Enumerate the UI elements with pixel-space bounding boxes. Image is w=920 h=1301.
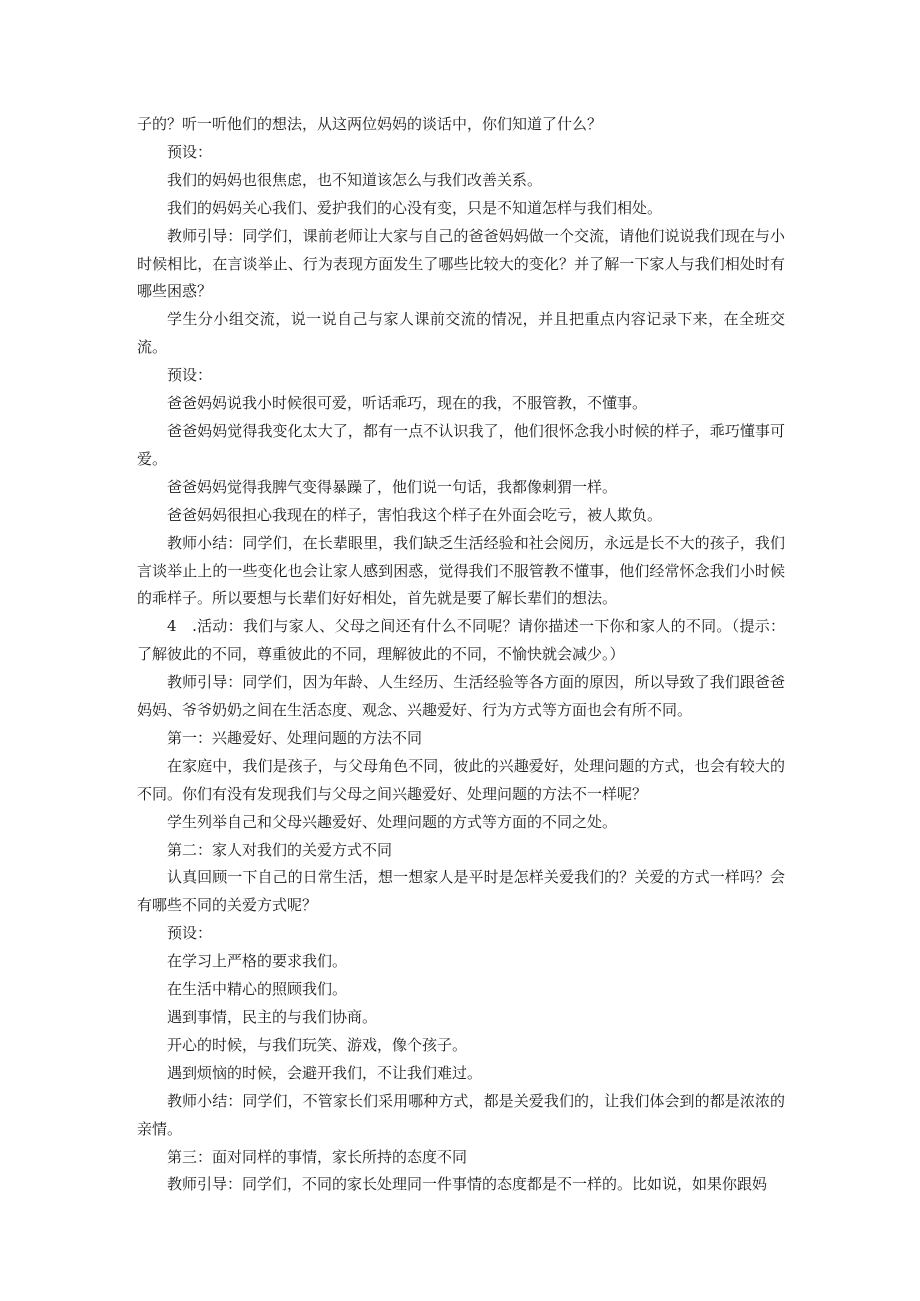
paragraph: 认真回顾一下自己的日常生活，想一想家人是平时是怎样关爱我们的？关爱的方式一样吗？会有哪些不同的关爱方式呢？ — [137, 868, 785, 915]
paragraph-teacher-guide: 教师引导：同学们，课前老师让大家与自己的爸爸妈妈做一个交流，请他们说说我们现在与小时候相比，在言谈举止、行为表现方面发生了哪些比较大的变化？并了解一下家人与我们相处时有哪些困惑？ — [137, 226, 785, 301]
paragraph-continuation: 子的？听一听他们的想法，从这两位妈妈的谈话中，你们知道了什么？ — [137, 115, 603, 133]
paragraph-teacher-summary: 教师小结：同学们，不管家长们采用哪种方式，都是关爱我们的，让我们体会到的都是浓浓的亲情。 — [137, 1091, 785, 1138]
paragraph-preset-label: 预设： — [167, 142, 213, 161]
paragraph: 爸爸妈妈觉得我脾气变得暴躁了，他们说一句话，我都像刺猬一样。 — [167, 477, 618, 496]
paragraph: 我们的妈妈关心我们、爱护我们的心没有变，只是不知道怎样与我们相处。 — [167, 198, 663, 217]
paragraph: 遇到烦恼的时候，会避开我们，不让我们难过。 — [167, 1063, 483, 1082]
paragraph: 学生分小组交流，说一说自己与家人课前交流的情况，并且把重点内容记录下来，在全班交流。 — [137, 310, 785, 357]
paragraph-teacher-guide: 教师引导：同学们，不同的家长处理同一件事情的态度都是不一样的。比如说，如果你跟妈 — [167, 1175, 768, 1194]
paragraph: 在家庭中，我们是孩子，与父母角色不同，彼此的兴趣爱好，处理问题的方式，也会有较大的不同。你们有没有发现我们与父母之间兴趣爱好、处理问题的方法不一样呢？ — [137, 756, 785, 803]
paragraph: 爸爸妈妈说我小时候很可爱，听话乖巧，现在的我，不服管教，不懂事。 — [167, 394, 648, 413]
paragraph-activity: 4 .活动：我们与家人、父母之间还有什么不同呢？请你描述一下你和家人的不同。（提示：了解彼此的不同，尊重彼此的不同，理解彼此的不同，不愉快就会减少。） — [137, 617, 785, 664]
paragraph-preset-label: 预设： — [167, 924, 213, 943]
paragraph: 开心的时候，与我们玩笑、游戏，像个孩子。 — [167, 1035, 468, 1054]
paragraph: 在学习上严格的要求我们。 — [167, 952, 348, 971]
section-heading: 第二：家人对我们的关爱方式不同 — [167, 840, 393, 859]
paragraph: 遇到事情，民主的与我们协商。 — [167, 1008, 378, 1026]
paragraph: 学生列举自己和父母兴趣爱好、处理问题的方式等方面的不同之处。 — [167, 812, 618, 831]
document-page — [137, 111, 785, 1199]
paragraph: 我们的妈妈也很焦虑，也不知道该怎么与我们改善关系。 — [167, 170, 543, 189]
section-heading: 第一：兴趣爱好、处理问题的方法不同 — [167, 728, 423, 747]
paragraph-preset-label: 预设： — [167, 366, 213, 385]
section-heading: 第三：面对同样的事情，家长所持的态度不同 — [167, 1147, 468, 1166]
paragraph-teacher-guide: 教师引导：同学们，因为年龄、人生经历、生活经验等各方面的原因，所以导致了我们跟爸爸妈妈、爷爷奶奶之间在生活态度、观念、兴趣爱好、行为方式等方面也会有所不同。 — [137, 673, 785, 720]
paragraph: 在生活中精心的照顾我们。 — [167, 980, 348, 999]
paragraph-teacher-summary: 教师小结：同学们，在长辈眼里，我们缺乏生活经验和社会阅历，永远是长不大的孩子，我们言谈举止上的一些变化也会让家人感到困惑，觉得我们不服管教不懂事，他们经常怀念我们小时候的乖样子。所以要想与长辈们好好相处，首先就是要了解长辈们的想法。 — [137, 533, 785, 608]
paragraph: 爸爸妈妈很担心我现在的样子，害怕我这个样子在外面会吃亏，被人欺负。 — [167, 505, 663, 524]
paragraph: 爸爸妈妈觉得我变化太大了，都有一点不认识我了，他们很怀念我小时候的样子，乖巧懂事可爱。 — [137, 421, 785, 468]
